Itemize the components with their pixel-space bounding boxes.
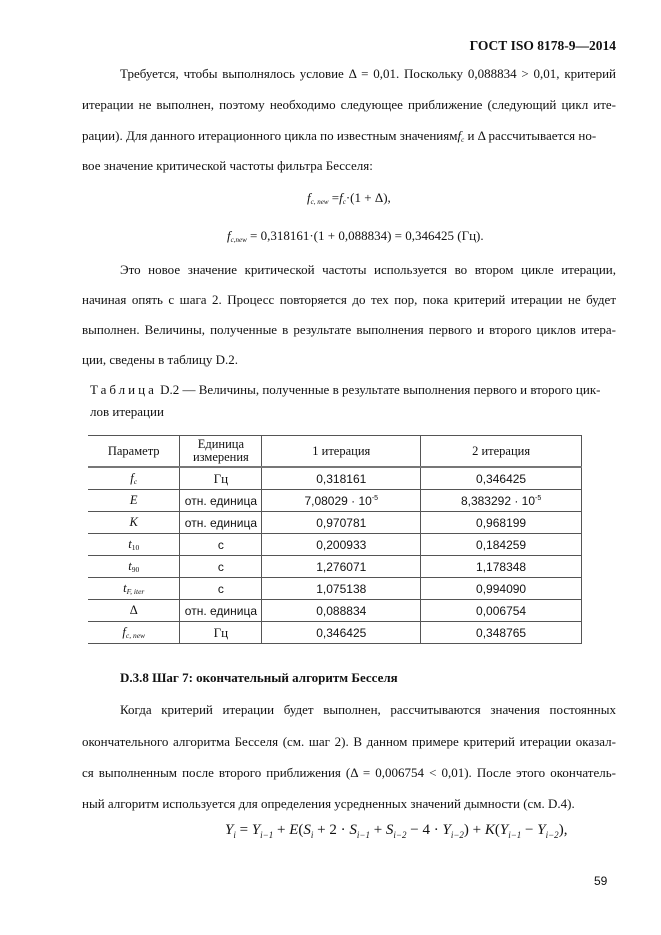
exponent: -5 bbox=[371, 494, 379, 502]
text-fragment: и Δ рассчитывается но- bbox=[464, 128, 597, 143]
bessel-algorithm-formula bbox=[225, 822, 567, 840]
value: 0,346425 bbox=[476, 471, 527, 486]
param-cell bbox=[88, 490, 180, 512]
param-subscript: 90 bbox=[131, 565, 140, 574]
text-line: выполнен. Величины, полученные в результате выполнения первого и второго циклов итера- bbox=[82, 322, 616, 337]
param-cell bbox=[88, 600, 180, 622]
param-cell bbox=[88, 467, 180, 490]
iteration-2-cell bbox=[421, 467, 582, 490]
text-line: Требуется, чтобы выполнялось условие Δ = 0,01. Поскольку 0,088834 > 0,01, критерий bbox=[120, 66, 616, 81]
table-caption-line2: лов итерации bbox=[90, 404, 164, 419]
param-symbol: t bbox=[128, 537, 132, 551]
value: 0,184259 bbox=[476, 537, 527, 552]
text-line: начиная опять с шага 2. Процесс повторяется до тех пор, пока критерий итерации не будет bbox=[82, 292, 616, 307]
unit-cell: отн. единица bbox=[180, 512, 262, 534]
symbol: Y bbox=[225, 822, 234, 838]
iteration-1-cell bbox=[262, 512, 421, 534]
operator: − 4 · bbox=[406, 822, 443, 838]
operator: + bbox=[273, 822, 290, 838]
operator: + 2 · bbox=[313, 822, 350, 838]
variable-subscript: c bbox=[461, 136, 465, 144]
symbol: Y bbox=[251, 822, 261, 838]
subscript: i−2 bbox=[545, 830, 559, 840]
table-row bbox=[88, 622, 582, 644]
text-line: Когда критерий итерации будет выполнен, рассчитываются значения постоянных bbox=[120, 702, 616, 717]
text-line: Это новое значение критической частоты используется во втором цикле итерации, bbox=[120, 262, 616, 277]
paren: ( bbox=[298, 822, 304, 838]
value: 1,276071 bbox=[316, 559, 367, 574]
subscript: i−1 bbox=[260, 830, 274, 840]
table-label: Таблица bbox=[90, 382, 157, 397]
param-symbol: t bbox=[128, 559, 132, 573]
variable-f: f bbox=[457, 128, 462, 143]
value: 0,318161 bbox=[316, 471, 367, 486]
iteration-1-cell bbox=[262, 578, 421, 600]
text-line: ся выполненным после второго приближения (Δ = 0,006754 < 0,01). После этого окончатель- bbox=[82, 765, 616, 780]
text-line: вое значение критической частоты фильтра Бесселя: bbox=[82, 158, 373, 173]
subscript: i−2 bbox=[450, 830, 464, 840]
iteration-1-cell bbox=[262, 622, 421, 644]
paren: ) bbox=[463, 822, 469, 838]
unit-cell: с bbox=[180, 534, 262, 556]
paren: ( bbox=[494, 822, 500, 838]
operator: = bbox=[235, 822, 252, 838]
subscript: i bbox=[310, 830, 314, 840]
iteration-2-cell bbox=[421, 512, 582, 534]
text-fragment: рации). Для данного итерационного цикла по известным значениям bbox=[82, 128, 458, 143]
table-row bbox=[88, 600, 582, 622]
header-parameter: Параметр bbox=[88, 436, 180, 468]
iteration-1-cell bbox=[262, 534, 421, 556]
param-cell bbox=[88, 578, 180, 600]
param-subscript: 10 bbox=[131, 543, 140, 552]
formula-fc-new-definition bbox=[307, 190, 391, 206]
param-subscript: c, new bbox=[125, 631, 146, 640]
iteration-1-cell bbox=[262, 600, 421, 622]
document-code-header: ГОСТ ISO 8178-9—2014 bbox=[469, 38, 616, 53]
param-symbol: K bbox=[129, 515, 138, 529]
text-line bbox=[82, 128, 616, 144]
symbol: E bbox=[289, 822, 299, 838]
unit-cell: отн. единица bbox=[180, 490, 262, 512]
iteration-2-cell bbox=[421, 600, 582, 622]
variable: f bbox=[307, 190, 311, 205]
value: 0,088834 bbox=[316, 603, 367, 618]
iteration-2-cell bbox=[421, 556, 582, 578]
operator: + bbox=[468, 822, 485, 838]
table-row bbox=[88, 578, 582, 600]
value: 0,970781 bbox=[316, 515, 367, 530]
subscript: i−1 bbox=[356, 830, 370, 840]
value: 8,383292 · 10 bbox=[460, 493, 535, 508]
value: 7,08029 · 10 bbox=[304, 493, 372, 508]
iteration-1-cell bbox=[262, 467, 421, 490]
iteration-results-table bbox=[88, 435, 582, 644]
punctuation: , bbox=[563, 822, 568, 838]
param-symbol: Δ bbox=[129, 603, 138, 617]
table-row bbox=[88, 512, 582, 534]
table-row bbox=[88, 467, 582, 490]
operator: − bbox=[521, 822, 538, 838]
table-row bbox=[88, 534, 582, 556]
value: 0,006754 bbox=[476, 603, 527, 618]
formula-fc-new-calculation bbox=[227, 228, 484, 244]
subscript: i−1 bbox=[508, 830, 522, 840]
table-row bbox=[88, 556, 582, 578]
param-subscript: c bbox=[133, 477, 138, 486]
symbol: Y bbox=[442, 822, 451, 838]
value: 0,994090 bbox=[476, 581, 527, 596]
table-row bbox=[88, 490, 582, 512]
variable: f bbox=[339, 190, 343, 205]
param-subscript: F, iter bbox=[126, 587, 145, 596]
formula-tail: ·(1 + Δ), bbox=[345, 190, 391, 205]
symbol: S bbox=[385, 822, 394, 838]
symbol: S bbox=[349, 822, 357, 838]
unit-cell: с bbox=[180, 578, 262, 600]
value: 0,348765 bbox=[476, 625, 527, 640]
unit-cell: Гц bbox=[180, 467, 262, 490]
value: 0,968199 bbox=[476, 515, 527, 530]
param-cell bbox=[88, 512, 180, 534]
variable: f bbox=[227, 228, 231, 243]
subscript: c, new bbox=[310, 198, 329, 206]
param-symbol: E bbox=[129, 493, 138, 507]
text-line: итерации не выполнен, поэтому необходимо следующее приближение (следующий цикл ите- bbox=[82, 97, 616, 112]
iteration-2-cell bbox=[421, 578, 582, 600]
paren: ) bbox=[558, 822, 564, 838]
formula-rhs: = 0,318161·(1 + 0,088834) = 0,346425 (Гц). bbox=[246, 228, 484, 243]
iteration-1-cell bbox=[262, 556, 421, 578]
equals-sign: = bbox=[331, 190, 340, 205]
symbol: K bbox=[484, 822, 495, 838]
symbol: S bbox=[303, 822, 311, 838]
iteration-2-cell bbox=[421, 622, 582, 644]
symbol: Y bbox=[537, 822, 546, 838]
table-caption bbox=[90, 382, 616, 398]
exponent: -5 bbox=[535, 494, 542, 502]
subscript: c bbox=[342, 198, 346, 206]
iteration-1-cell bbox=[262, 490, 421, 512]
page-number: 59 bbox=[594, 874, 608, 888]
subscript: i bbox=[233, 830, 236, 840]
unit-cell: с bbox=[180, 556, 262, 578]
unit-cell: отн. единица bbox=[180, 600, 262, 622]
subscript: c,new bbox=[230, 236, 247, 244]
iteration-2-cell bbox=[421, 490, 582, 512]
param-cell bbox=[88, 534, 180, 556]
header-iteration-2: 2 итерация bbox=[421, 436, 582, 468]
param-cell bbox=[88, 556, 180, 578]
header-unit: Единица измерения bbox=[180, 436, 262, 468]
value: 0,346425 bbox=[316, 625, 367, 640]
header-iteration-1: 1 итерация bbox=[262, 436, 421, 468]
param-symbol: f bbox=[130, 471, 134, 485]
operator: + bbox=[369, 822, 386, 838]
iteration-2-cell bbox=[421, 534, 582, 556]
param-cell bbox=[88, 622, 180, 644]
subscript: i−2 bbox=[393, 830, 407, 840]
param-symbol: f bbox=[122, 625, 126, 639]
text-line: ный алгоритм используется для определения усредненных значений дымности (см. D.4). bbox=[82, 796, 575, 811]
value: 1,075138 bbox=[316, 581, 367, 596]
section-heading: D.3.8 Шаг 7: окончательный алгоритм Бесселя bbox=[120, 670, 398, 685]
param-symbol: t bbox=[123, 581, 127, 595]
value: 1,178348 bbox=[476, 559, 527, 574]
text-line: ции, сведены в таблицу D.2. bbox=[82, 352, 238, 367]
value: 0,200933 bbox=[316, 537, 367, 552]
table-caption-text: D.2 — Величины, полученные в результате выполнения первого и второго цик- bbox=[156, 382, 601, 397]
symbol: Y bbox=[499, 822, 509, 838]
text-line: окончательного алгоритма Бесселя (см. шаг 2). В данном примере критерий итерации оказал- bbox=[82, 734, 616, 749]
unit-cell: Гц bbox=[180, 622, 262, 644]
table-header-row bbox=[88, 436, 582, 468]
